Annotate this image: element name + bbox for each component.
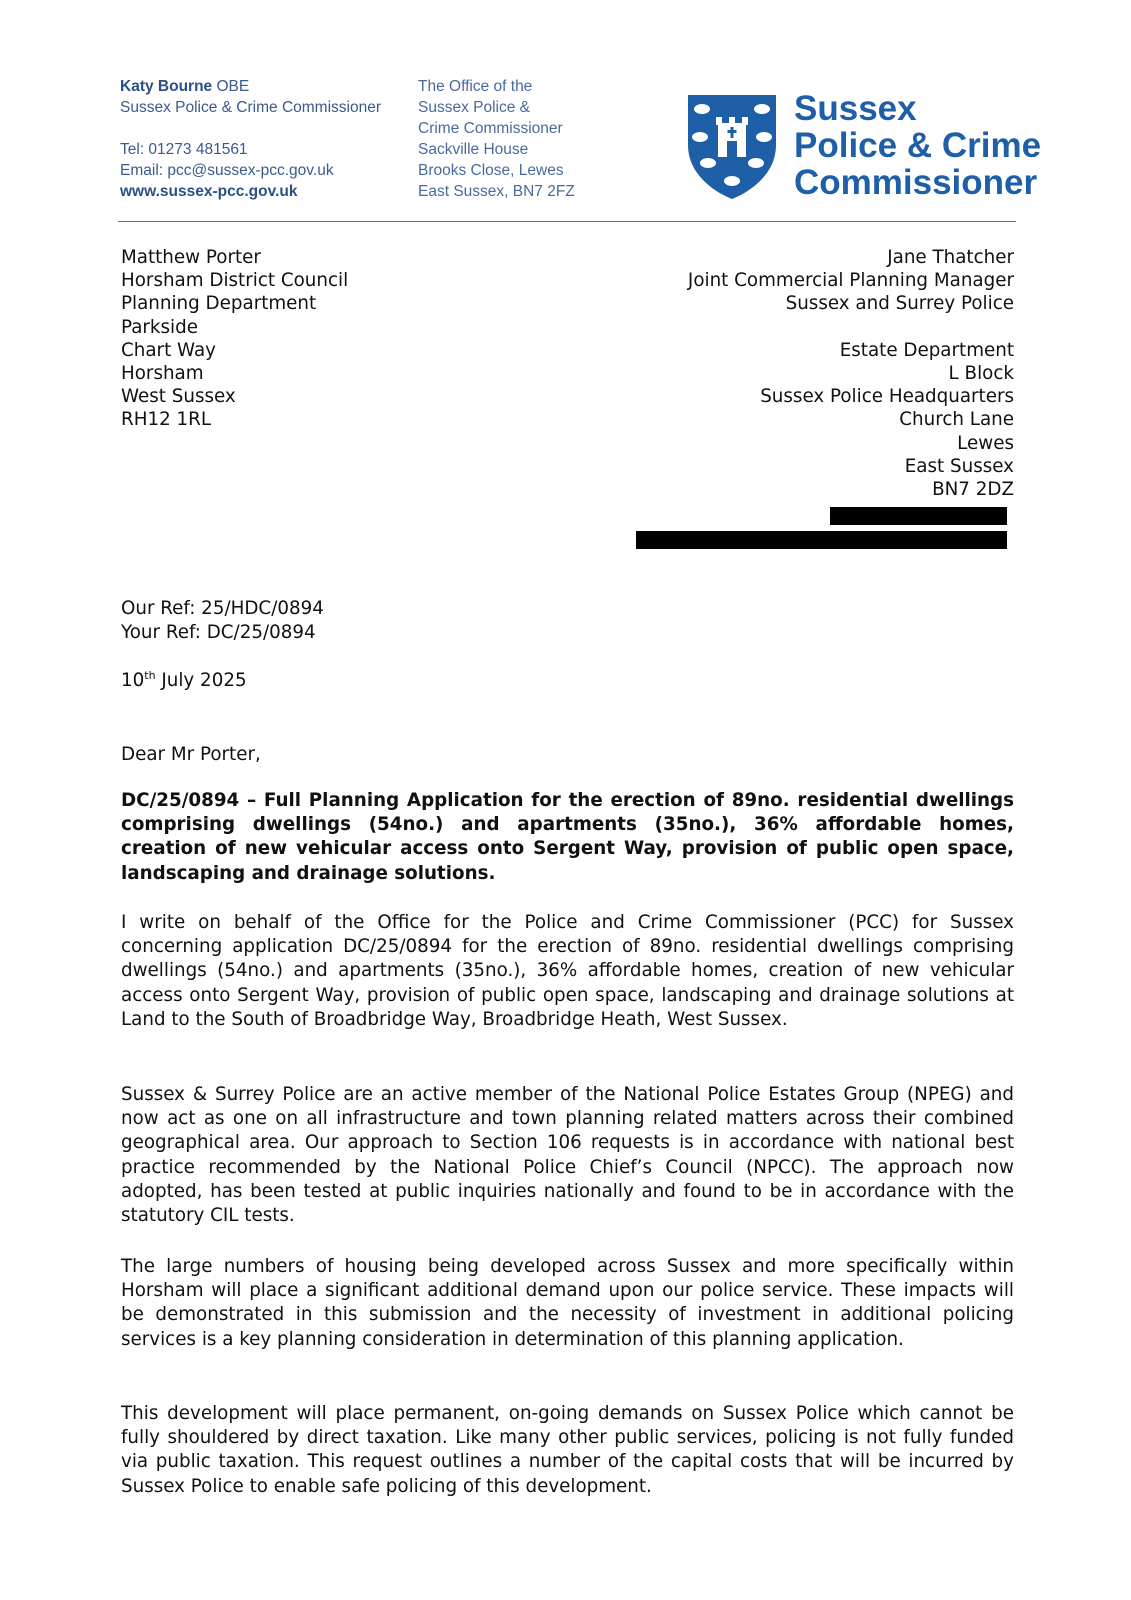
recipient-line: West Sussex [121, 386, 236, 408]
your-reference: Your Ref: DC/25/0894 [121, 621, 316, 643]
letterhead-contact [120, 76, 381, 202]
body-paragraph: The large numbers of housing being developed across Sussex and more specifically within Horsham will place a significant additional demand upon our police service. These impacts will be demonstrated in this submission and the necessity of investment in additional policing services is a key planning consideration in determination of this planning application. [121, 1256, 1014, 1350]
contact-email: Email: pcc@sussex-pcc.gov.uk [120, 162, 334, 179]
recipient-line: Horsham [121, 363, 204, 385]
commissioner-title: Sussex Police & Crime Commissioner [120, 99, 381, 116]
letter-date [121, 669, 247, 692]
our-reference: Our Ref: 25/HDC/0894 [121, 598, 324, 619]
letterhead-office-address [418, 76, 575, 202]
body-paragraph: I write on behalf of the Office for the Police and Crime Commissioner (PCC) for Sussex concerning application DC/25/0894 for the erection of 89no. residential dwellings comprising dwellings (54no.) and apartments (35no.), 36% affordable homes, creation of new vehicular access onto Sergent Way, provision of public open space, landscaping and drainage solutions at Land to the South of Broadbridge Way, Broadbridge Heath, West Sussex. [121, 912, 1014, 1030]
recipient-line: Horsham District Council [121, 270, 349, 292]
body-paragraph: Sussex & Surrey Police are an active member of the National Police Estates Group (NPEG) and now act as one on all infrastructure and town planning related matters across their combined geographical area. Our approach to Section 106 requests is in accordance with national best practice recommended by the National Police Chief’s Council (NPCC). The approach now adopted, has been tested at public inquiries nationally and found to be in accordance with the statutory CIL tests. [121, 1084, 1014, 1227]
office-line: Crime Commissioner [418, 120, 563, 137]
date-ordinal: th [144, 669, 156, 682]
sender-line: BN7 2DZ [932, 479, 1014, 501]
body-paragraph: This development will place permanent, on-going demands on Sussex Police which cannot be fully shouldered by direct taxation. Like many other public services, policing is not fully funded via public taxation. This request outlines a number of the capital costs that will be incurred by Sussex Police to enable safe policing of this development. [121, 1403, 1014, 1497]
recipient-line: Matthew Porter [121, 247, 261, 268]
office-line: Sackville House [418, 141, 529, 158]
pcc-logo-wordmark [794, 90, 1041, 201]
recipient-address [121, 246, 348, 432]
sender-line: Lewes [957, 432, 1014, 454]
sender-line: Joint Commercial Planning Manager [687, 270, 1014, 292]
office-line: The Office of the [418, 78, 533, 95]
commissioner-honour: OBE [216, 78, 250, 95]
commissioner-name-line [120, 76, 381, 97]
logo-line: Sussex [794, 89, 917, 128]
logo-line: Police & Crime [794, 126, 1042, 165]
sender-line: Church Lane [899, 409, 1014, 431]
sender-line: L Block [948, 363, 1014, 384]
commissioner-name: Katy Bourne [120, 78, 213, 95]
office-line: East Sussex, BN7 2FZ [418, 183, 575, 200]
pcc-shield-logo-icon [686, 93, 778, 201]
redaction-bar [830, 507, 1007, 525]
sender-line: Estate Department [839, 339, 1014, 361]
contact-website: www.sussex-pcc.gov.uk [120, 183, 298, 200]
letterhead-divider [118, 221, 1016, 222]
sender-line: East Sussex [904, 455, 1014, 477]
recipient-line: Planning Department [121, 293, 317, 315]
sender-line: Jane Thatcher [887, 247, 1014, 268]
subject-heading: DC/25/0894 – Full Planning Application for the erection of 89no. residential dwellings comprising dwellings (54no.) and apartments (35no.), 36% affordable homes, creation of new vehicular access onto Sergent Way, provision of public open space, landscaping and drainage solutions. [121, 790, 1014, 884]
sender-line: Sussex Police Headquarters [760, 386, 1014, 408]
date-day: 10 [121, 670, 145, 691]
date-month-year: July 2025 [161, 670, 247, 691]
office-line: Brooks Close, Lewes [418, 162, 564, 179]
recipient-line: Parkside [121, 316, 198, 338]
sender-line: Sussex and Surrey Police [785, 293, 1014, 315]
references [121, 597, 324, 644]
salutation: Dear Mr Porter, [121, 744, 261, 765]
logo-line: Commissioner [794, 163, 1038, 202]
recipient-line: Chart Way [121, 339, 216, 361]
recipient-line: RH12 1RL [121, 409, 212, 431]
contact-tel: Tel: 01273 481561 [120, 141, 248, 158]
redaction-bar [636, 531, 1007, 549]
sender-address [688, 246, 1014, 501]
office-line: Sussex Police & [418, 99, 530, 116]
